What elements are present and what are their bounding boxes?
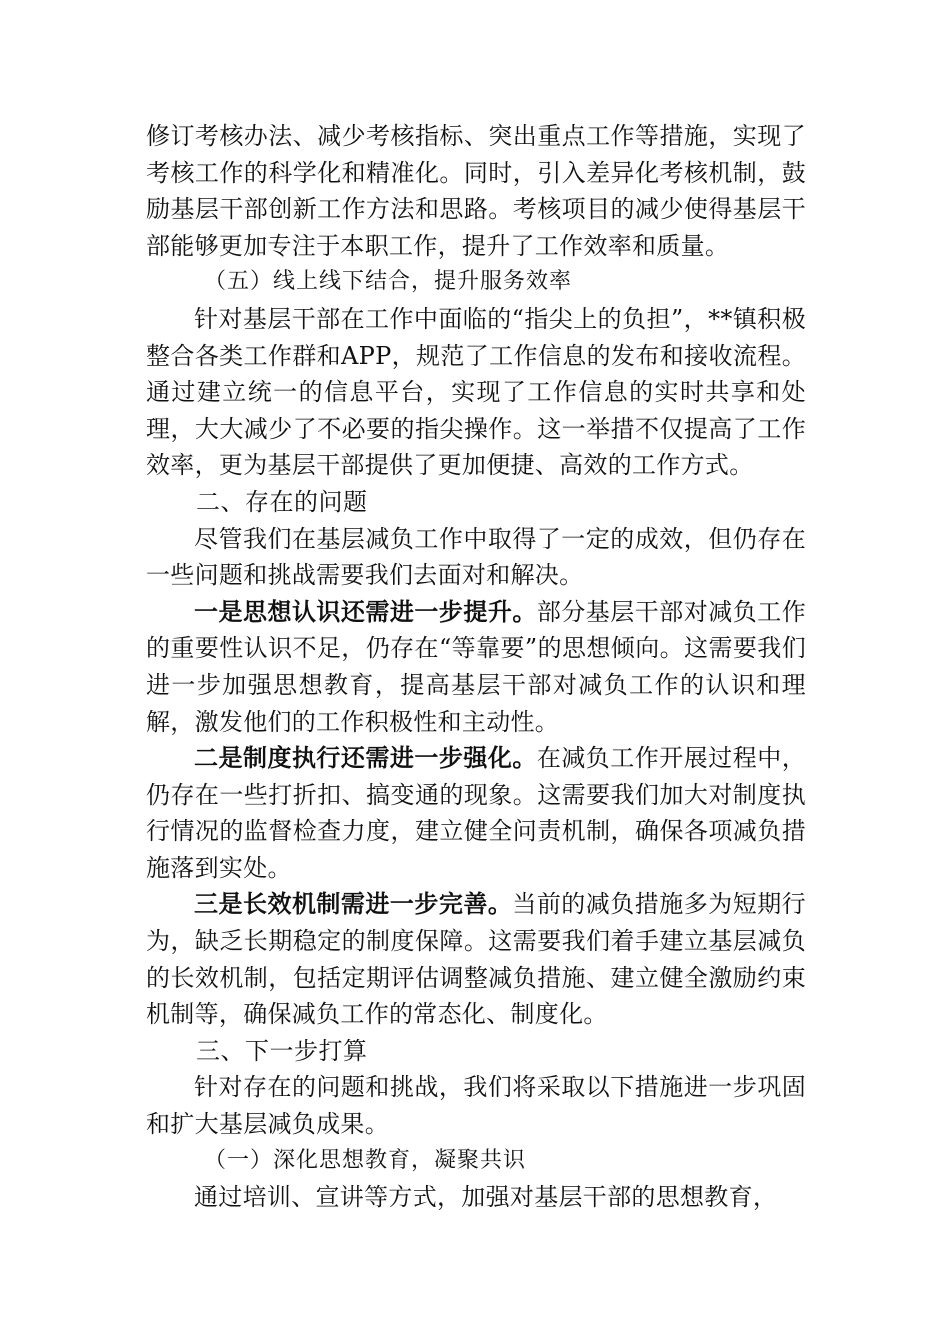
problem-2-body: 在减负工作开展过程中，仍存在一些打折扣、搞变通的现象。这需要我们加大对制度执行情况的监督检查力度，建立健全问责机制，确保各项减负措施落到实处。 [146, 744, 806, 882]
heading-next-steps: 三、下一步打算 [196, 1036, 368, 1065]
problem-1-body: 部分基层干部对减负工作的重要性认识不足，仍存在“等靠要”的思想倾向。这需要我们进一步加强思想教育，提高基层干部对减负工作的认识和理解，激发他们的工作积极性和主动性。 [146, 597, 806, 736]
problem-3-lead: 三是长效机制需进一步完善。 [194, 890, 513, 919]
online-offline-paragraph: 针对基层干部在工作中面临的“指尖上的负担”，**镇积极整合各类工作群和APP，规范了工作信息的发布和接收流程。通过建立统一的信息平台，实现了工作信息的实时共享和处理，大大减少了不必要的指尖操作。这一举措不仅提高了工作效率，更为基层干部提供了更加便捷、高效的工作方式。 [146, 304, 806, 480]
ideological-education-paragraph: 通过培训、宣讲等方式，加强对基层干部的思想教育， [194, 1183, 778, 1212]
problem-2-paragraph [146, 740, 806, 886]
problem-1-paragraph [146, 594, 806, 740]
problems-intro-paragraph: 尽管我们在基层减负工作中取得了一定的成效，但仍存在一些问题和挑战需要我们去面对和解决。 [146, 524, 806, 590]
problem-1-lead: 一是思想认识还需进一步提升。 [194, 597, 537, 626]
problem-3-paragraph [146, 886, 806, 1032]
subheading-online-offline: （五）线上线下结合，提升服务效率 [204, 269, 573, 295]
heading-existing-problems: 二、存在的问题 [196, 487, 368, 516]
document-page [146, 118, 806, 1216]
next-steps-intro-paragraph: 针对存在的问题和挑战，我们将采取以下措施进一步巩固和扩大基层减负成果。 [146, 1073, 806, 1139]
subheading-ideological-education: （一）深化思想教育，凝聚共识 [204, 1147, 527, 1173]
problem-3-body: 当前的减负措施多为短期行为，缺乏长期稳定的制度保障。这需要我们着手建立基层减负的长效机制，包括定期评估调整减负措施、建立健全激励约束机制等，确保减负工作的常态化、制度化。 [146, 890, 806, 1029]
problem-2-lead: 二是制度执行还需进一步强化。 [194, 744, 537, 773]
intro-paragraph: 修订考核办法、减少考核指标、突出重点工作等措施，实现了考核工作的科学化和精准化。同时，引入差异化考核机制，鼓励基层干部创新工作方法和思路。考核项目的减少使得基层干部能够更加专注于本职工作，提升了工作效率和质量。 [146, 122, 806, 260]
